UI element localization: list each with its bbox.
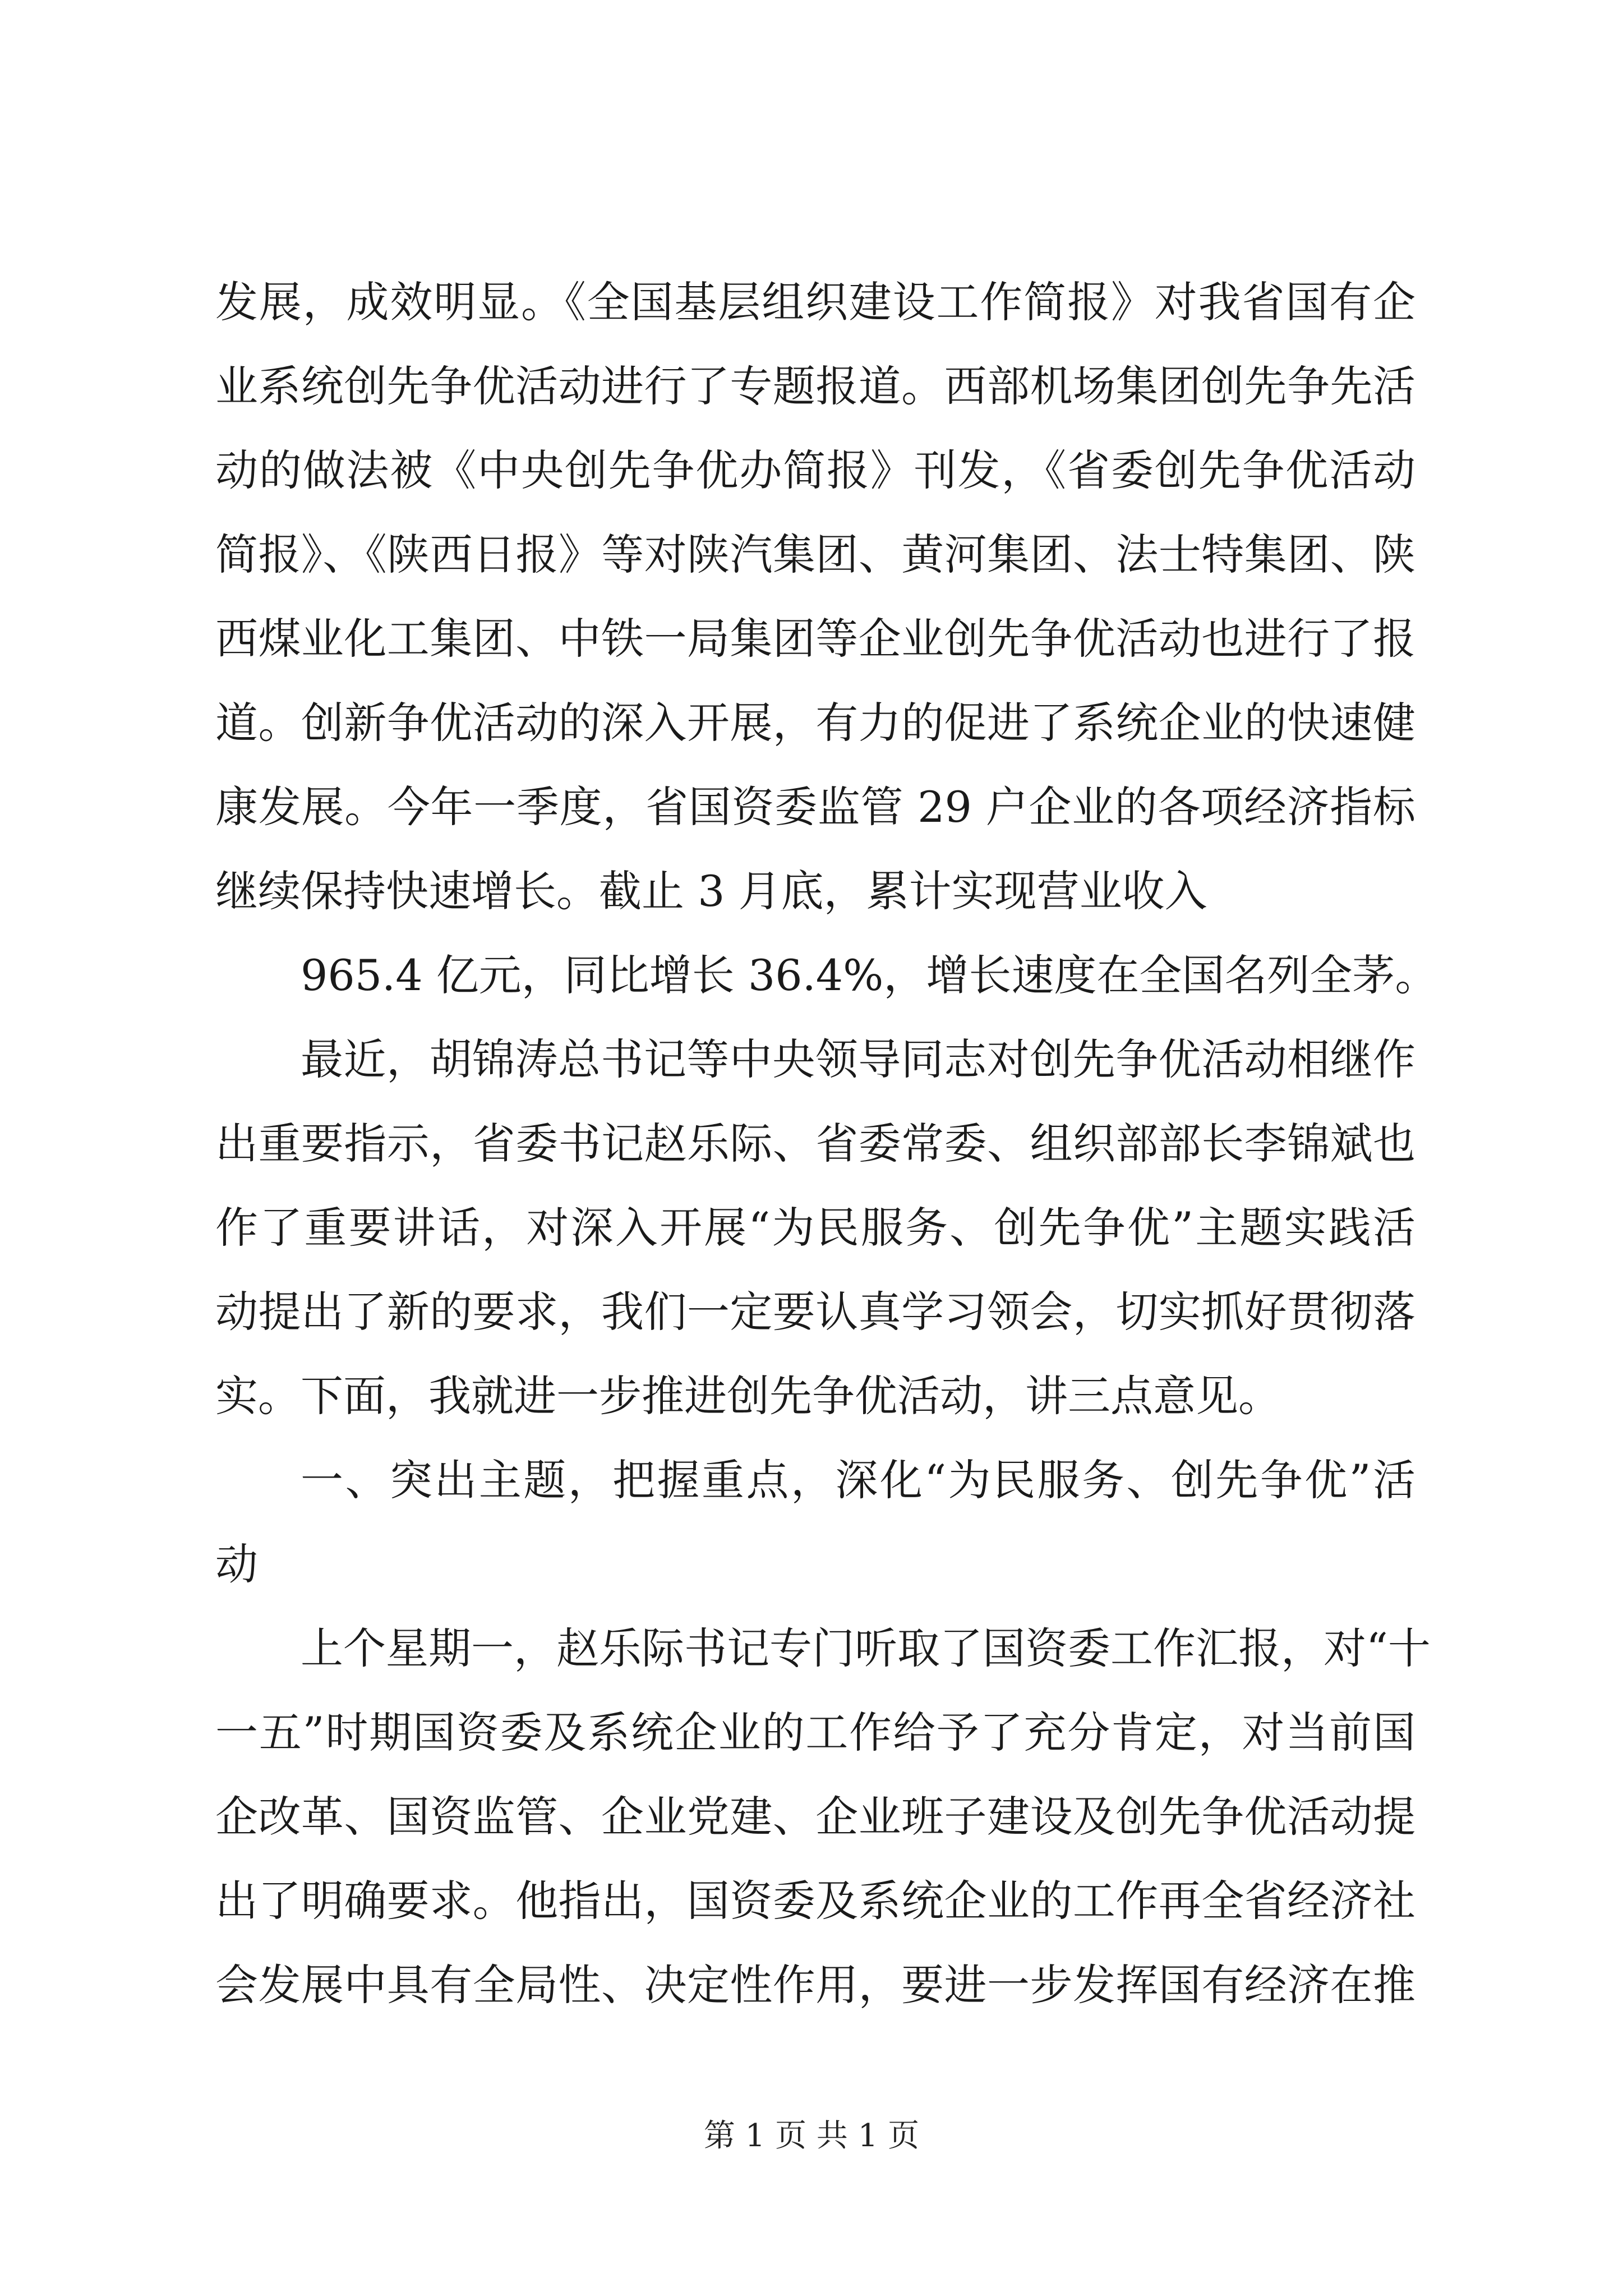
- page-number-label: 第 1 页 共 1 页: [703, 2118, 920, 2154]
- paragraph-start-line: 上个星期一，赵乐际书记专门听取了国资委工作汇报，对“十: [301, 1623, 1431, 1673]
- section-heading-line: 一、突出主题，把握重点，深化“为民服务、创先争优”活: [301, 1455, 1415, 1505]
- text-line: 作了重要讲话，对深入开展“为民服务、创先争优”主题实践活: [215, 1203, 1415, 1253]
- text-line: 动的做法被《中央创先争优办简报》刊发，《省委创先争优活动: [215, 445, 1415, 495]
- text-line: 出了明确要求。他指出，国资委及系统企业的工作再全省经济社: [215, 1876, 1415, 1926]
- text-line: 道。创新争优活动的深入开展，有力的促进了系统企业的快速健: [215, 698, 1415, 748]
- text-line: 出重要指示，省委书记赵乐际、省委常委、组织部部长李锦斌也: [215, 1119, 1415, 1168]
- text-line: 康发展。今年一季度，省国资委监管 29 户企业的各项经济指标: [215, 782, 1415, 832]
- text-line: 业系统创先争优活动进行了专题报道。西部机场集团创先争先活: [215, 361, 1415, 411]
- text-line: 965.4 亿元，同比增长 36.4%，增长速度在全国名列全茅。: [301, 950, 1438, 1000]
- section-heading-line: 动: [215, 1539, 258, 1589]
- document-body: [215, 260, 1438, 2027]
- text-line: 简报》、《陕西日报》等对陕汽集团、黄河集团、法士特集团、陕: [215, 530, 1415, 579]
- text-line: 实。下面，我就进一步推进创先争优活动，讲三点意见。: [215, 1371, 1281, 1421]
- text-line: 继续保持快速增长。截止 3 月底，累计实现营业收入: [215, 866, 1207, 916]
- text-line: 动提出了新的要求，我们一定要认真学习领会，切实抓好贯彻落: [215, 1287, 1415, 1337]
- page-footer: [0, 2114, 1623, 2159]
- text-line: 会发展中具有全局性、决定性作用，要进一步发挥国有经济在推: [215, 1960, 1415, 2010]
- text-line: 一五”时期国资委及系统企业的工作给予了充分肯定，对当前国: [215, 1708, 1415, 1757]
- text-line: 发展，成效明显。《全国基层组织建设工作简报》对我省国有企: [215, 277, 1415, 327]
- paragraph-start-line: 最近，胡锦涛总书记等中央领导同志对创先争优活动相继作: [301, 1034, 1415, 1084]
- text-line: 企改革、国资监管、企业党建、企业班子建设及创先争优活动提: [215, 1792, 1415, 1842]
- text-line: 西煤业化工集团、中铁一局集团等企业创先争优活动也进行了报: [215, 614, 1415, 664]
